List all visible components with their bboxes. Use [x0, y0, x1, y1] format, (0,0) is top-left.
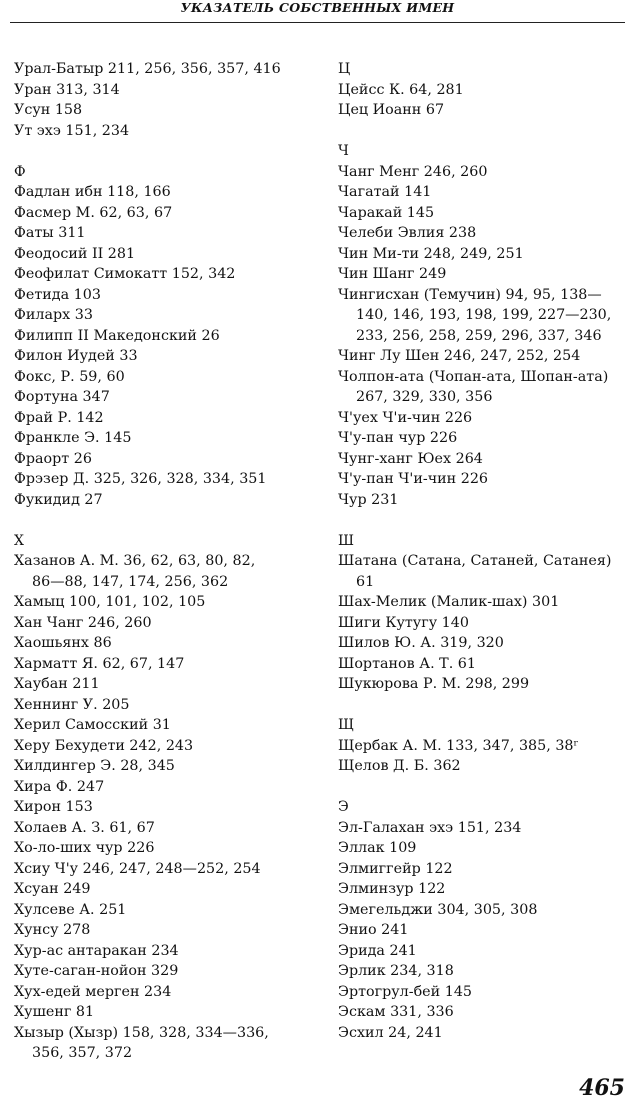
section-letter: Ч: [338, 143, 349, 159]
index-entry: Ут эхэ 151, 234: [14, 122, 130, 139]
index-entry: Хаубан 211: [14, 676, 100, 692]
index-entry: Шатана (Сатана, Сатаней, Сатанея): [338, 553, 612, 569]
index-entry: Щербак А. М. 133, 347, 385, 38ʳ: [338, 737, 579, 754]
index-section: [14, 59, 314, 141]
section-letter: Ф: [14, 163, 26, 180]
index-entry: Феофилат Симокатт 152, 342: [14, 266, 236, 282]
index-entry: Чунг-ханг Юех 264: [338, 450, 483, 467]
index-entry: Эрида 241: [338, 942, 417, 959]
index-entry-continuation: 86—88, 147, 174, 256, 362: [32, 573, 229, 590]
index-entry: Фукидид 27: [14, 491, 103, 508]
index-entry: Херил Самосский 31: [14, 717, 171, 733]
index-entry-continuation: 267, 329, 330, 356: [356, 389, 493, 405]
index-entry: Фортуна 347: [14, 389, 110, 405]
index-entry: Чагатай 141: [338, 184, 432, 200]
index-entry: Хызыр (Хызр) 158, 328, 334—336,: [14, 1024, 269, 1041]
index-entry: Хулсеве А. 251: [14, 901, 127, 918]
index-entry-continuation: 140, 146, 193, 198, 199, 227—230,: [356, 307, 612, 323]
index-entry: Холаев А. З. 61, 67: [14, 819, 155, 836]
index-entry: Хушенг 81: [14, 1004, 95, 1020]
index-entry: Хсуан 249: [14, 881, 91, 897]
index-entry: Ч'у-пан Ч'и-чин 226: [338, 471, 489, 487]
index-entry: Фрай Р. 142: [14, 409, 104, 426]
index-entry: Хур-ас антаракан 234: [14, 942, 179, 959]
index-entry: Шах-Мелик (Малик-шах) 301: [338, 594, 560, 610]
section-letter: Ц: [338, 61, 351, 77]
index-entry: Фетида 103: [14, 286, 101, 303]
section-letter: Х: [14, 532, 24, 549]
index-entry: Чолпон-ата (Чопан-ата, Шопан-ата): [338, 368, 609, 385]
section-letter: Э: [338, 799, 349, 815]
index-entry: Франкле Э. 145: [14, 430, 132, 446]
index-entry: Хуте-саган-нойон 329: [14, 963, 179, 979]
index-entry: Шилов Ю. А. 319, 320: [338, 635, 504, 651]
section-letter: Ш: [338, 532, 354, 549]
index-section: [14, 531, 314, 1064]
index-entry: Эсхил 24, 241: [338, 1024, 443, 1041]
index-column-left: [14, 59, 314, 1084]
index-entry: Эскам 331, 336: [338, 1004, 454, 1020]
index-section: [338, 715, 630, 777]
index-entry: Хамыц 100, 101, 102, 105: [14, 594, 206, 610]
index-entry: Хирон 153: [14, 799, 93, 815]
index-entry: Шукюрова Р. М. 298, 299: [338, 676, 530, 692]
index-entry-continuation: 233, 256, 258, 259, 296, 337, 346: [356, 327, 602, 344]
index-entry: Эллак 109: [338, 840, 417, 856]
index-section: [338, 797, 630, 1043]
index-entry: Фрэзер Д. 325, 326, 328, 334, 351: [14, 471, 267, 487]
index-entry: Эрлик 234, 318: [338, 963, 454, 979]
index-entry: Чур 231: [338, 491, 399, 508]
index-entry: Фраорт 26: [14, 450, 92, 467]
index-entry: Фасмер М. 62, 63, 67: [14, 204, 173, 221]
running-header: УКАЗАТЕЛЬ СОБСТВЕННЫХ ИМЕН: [180, 0, 455, 15]
page-number: 465: [579, 1075, 625, 1101]
index-entry: Харматт Я. 62, 67, 147: [14, 655, 185, 672]
header-rule: [10, 22, 625, 23]
index-entry: Фаты 311: [14, 225, 86, 241]
index-entry: Щелов Д. Б. 362: [338, 758, 461, 774]
index-entry: Чингисхан (Темучин) 94, 95, 138—: [338, 286, 602, 303]
index-entry: Чанг Менг 246, 260: [338, 163, 488, 180]
index-entry: Цейсс К. 64, 281: [338, 81, 464, 98]
index-entry: Шиги Кутугу 140: [338, 614, 469, 631]
index-entry-continuation: 61: [356, 573, 375, 590]
index-entry: Энио 241: [338, 922, 409, 938]
index-entry: Хеннинг У. 205: [14, 696, 130, 713]
index-entry: Урал-Батыр 211, 256, 356, 357, 416: [14, 61, 281, 77]
index-entry: Филипп II Македонский 26: [14, 327, 220, 344]
index-entry: Ч'уех Ч'и-чин 226: [338, 409, 473, 426]
index-entry-continuation: 356, 357, 372: [32, 1045, 133, 1061]
index-entry: Фокс, Р. 59, 60: [14, 368, 125, 385]
index-entry: Чаракай 145: [338, 204, 435, 221]
index-section: [338, 141, 630, 510]
index-entry: Хсиу Ч'у 246, 247, 248—252, 254: [14, 860, 261, 877]
index-entry: Хух-едей мерген 234: [14, 983, 172, 1000]
index-entry: Хазанов А. М. 36, 62, 63, 80, 82,: [14, 553, 256, 569]
index-entry: Усун 158: [14, 102, 83, 118]
index-entry: Хира Ф. 247: [14, 778, 105, 795]
index-entry: Чин Шанг 249: [338, 266, 447, 282]
index-entry: Уран 313, 314: [14, 81, 120, 98]
index-entry: Чин Ми-ти 248, 249, 251: [338, 245, 524, 262]
index-entry: Элминзур 122: [338, 881, 446, 897]
index-entry: Эмегельджи 304, 305, 308: [338, 901, 538, 918]
index-entry: Херу Бехудети 242, 243: [14, 737, 194, 754]
index-entry: Шортанов А. Т. 61: [338, 655, 476, 672]
index-entry: Челеби Эвлия 238: [338, 225, 477, 241]
index-entry: Эл-Галахан эхэ 151, 234: [338, 819, 522, 836]
index-entry: Ч'у-пан чур 226: [338, 430, 458, 446]
index-entry: Хилдингер Э. 28, 345: [14, 758, 175, 774]
index-column-right: [338, 59, 630, 1064]
index-entry: Чинг Лу Шен 246, 247, 252, 254: [338, 348, 581, 364]
index-entry: Эртогрул-бей 145: [338, 983, 473, 1000]
index-entry: Цец Иоанн 67: [338, 102, 445, 118]
index-section: [338, 531, 630, 695]
index-entry: Феодосий II 281: [14, 245, 136, 262]
index-entry: Хаошьянх 86: [14, 635, 112, 651]
section-letter: Щ: [338, 717, 354, 733]
index-entry: Фадлан ибн 118, 166: [14, 184, 171, 200]
index-entry: Филарх 33: [14, 307, 93, 323]
index-entry: Хо-ло-ших чур 226: [14, 840, 155, 856]
index-entry: Филон Иудей 33: [14, 348, 138, 364]
index-section: [14, 162, 314, 511]
index-entry: Хан Чанг 246, 260: [14, 614, 152, 631]
index-section: [338, 59, 630, 121]
index-entry: Хунсу 278: [14, 922, 91, 938]
index-entry: Элмиггейр 122: [338, 860, 453, 877]
